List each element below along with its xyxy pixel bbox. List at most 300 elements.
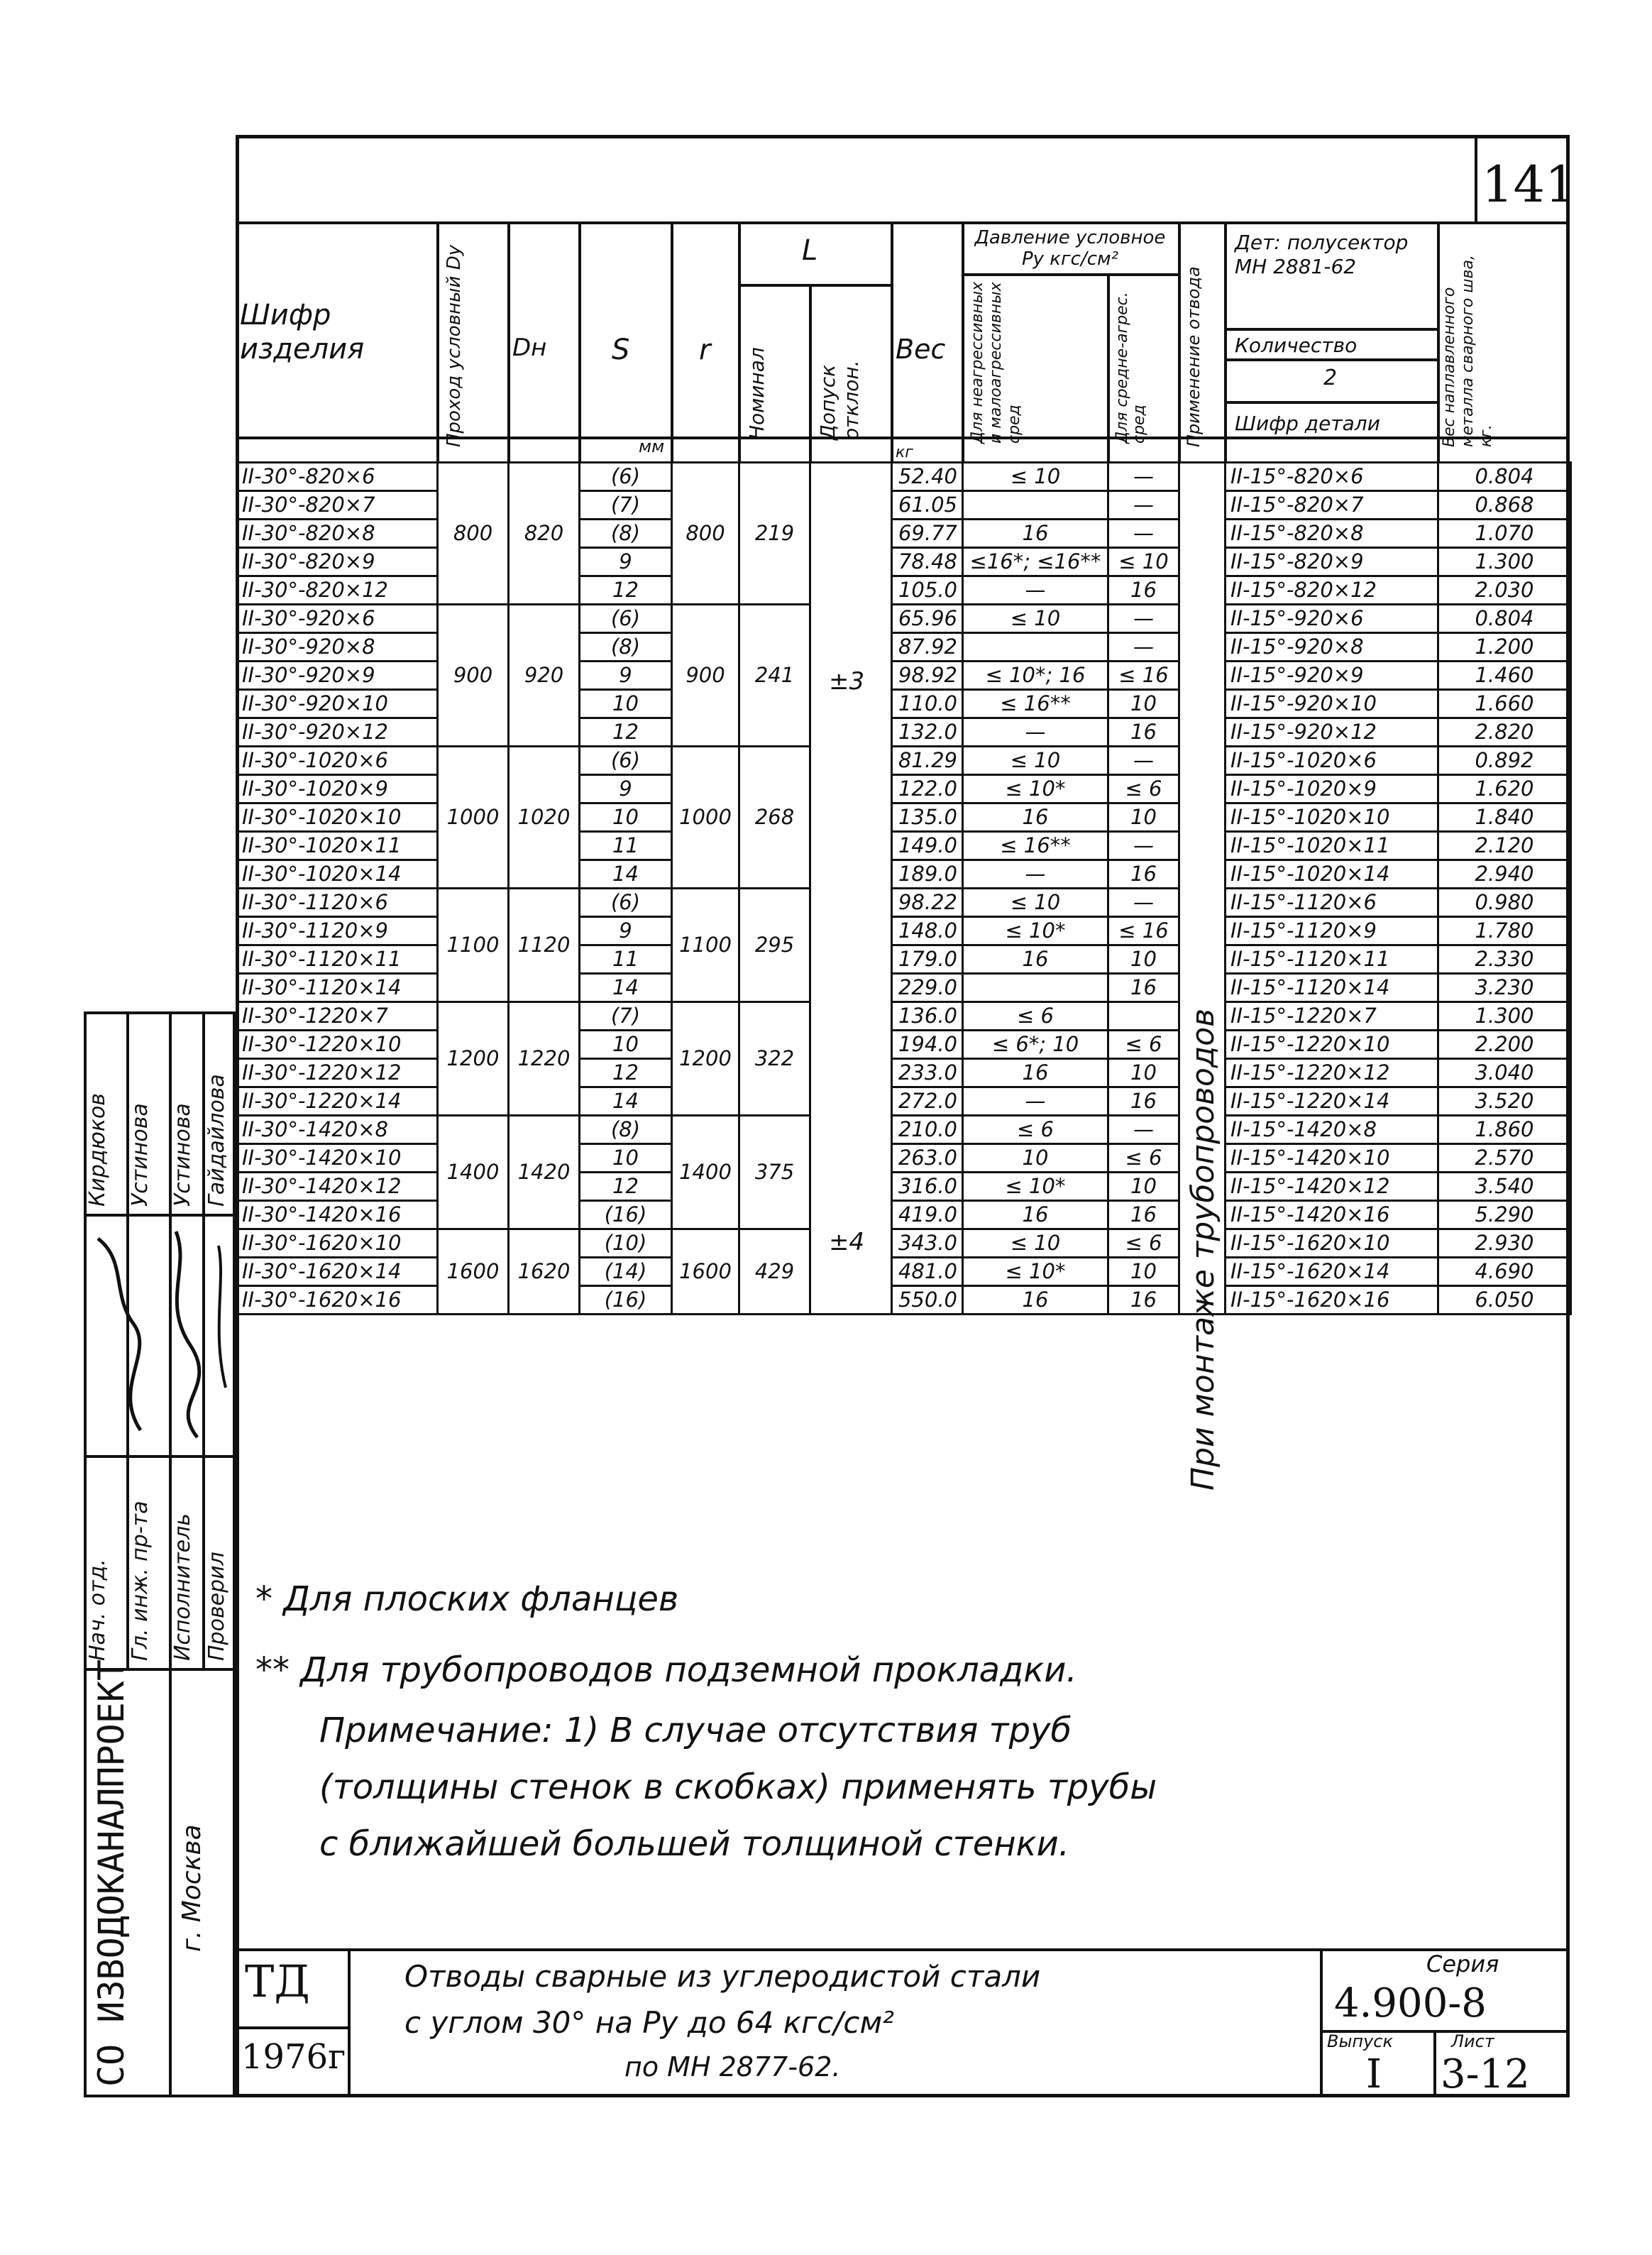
cell-pressure-b: ≤ 6	[1108, 775, 1179, 803]
cell-pressure-a: ≤ 6*; 10	[963, 1031, 1108, 1059]
cell-s: 10	[580, 1031, 672, 1059]
cell-dy: 1400	[438, 1116, 509, 1229]
cell-detail-cipher: II-15°-1120×9	[1226, 917, 1438, 945]
cell-pressure-a: 16	[963, 1286, 1108, 1315]
cell-cipher: II-30°-1120×14	[237, 974, 438, 1002]
cell-s: 14	[580, 860, 672, 889]
stamp-org: СО ИЗВОДОКАНАЛПРОЕКТ	[91, 1659, 132, 2087]
table-row	[237, 1002, 1571, 1031]
series-value: 4.900-8	[1334, 1980, 1487, 2026]
cell-weld-weight: 1.200	[1438, 633, 1571, 662]
cell-dy: 1100	[438, 889, 509, 1002]
cell-detail-cipher: II-15°-1220×14	[1226, 1087, 1438, 1116]
header-nominal: Номинал	[745, 347, 769, 440]
cell-s: (6)	[580, 605, 672, 633]
unit-kg: кг	[896, 444, 913, 461]
hdr-vline	[738, 221, 741, 463]
cell-s: (16)	[580, 1201, 672, 1229]
cell-detail-cipher: II-15°-1120×6	[1226, 889, 1438, 917]
cell-weight: 122.0	[892, 775, 963, 803]
header-tolerance: Допуск отклон.	[816, 360, 863, 440]
cell-pressure-b: 10	[1108, 945, 1179, 974]
cell-dn: 920	[509, 605, 580, 747]
year: 1976г	[241, 2037, 346, 2077]
cell-pressure-b: 16	[1108, 576, 1179, 605]
hdr-vline	[436, 221, 439, 463]
header-application: Применение отвода	[1184, 266, 1204, 447]
table-row	[237, 1258, 1571, 1286]
header-pressure-b: Для средне-агрес. сред	[1113, 292, 1148, 444]
cell-detail-cipher: II-15°-1020×14	[1226, 860, 1438, 889]
cell-pressure-b: 10	[1108, 1173, 1179, 1201]
cell-weight: 98.22	[892, 889, 963, 917]
cell-pressure-a: ≤ 16**	[963, 690, 1108, 718]
cell-cipher: II-30°-1020×10	[237, 803, 438, 832]
cell-weight: 189.0	[892, 860, 963, 889]
cell-cipher: II-30°-820×7	[237, 491, 438, 520]
cell-r: 1400	[672, 1116, 739, 1229]
cell-cipher: II-30°-1120×9	[237, 917, 438, 945]
cell-detail-cipher: II-15°-820×8	[1226, 520, 1438, 548]
table-row	[237, 662, 1571, 690]
tb-vline	[1433, 2030, 1436, 2097]
cell-s: 10	[580, 690, 672, 718]
cell-detail-cipher: II-15°-1220×7	[1226, 1002, 1438, 1031]
cell-weight: 52.40	[892, 463, 963, 491]
cell-detail-cipher: II-15°-1120×11	[1226, 945, 1438, 974]
stamp-hline	[84, 1455, 236, 1458]
sheet-number-divider	[1475, 138, 1477, 224]
hdr-vline	[1107, 273, 1110, 463]
stamp-role-1: Нач. отд.	[85, 1559, 110, 1661]
cell-pressure-b	[1108, 1002, 1179, 1031]
cell-s: (10)	[580, 1229, 672, 1258]
cell-cipher: II-30°-1020×6	[237, 747, 438, 775]
sheet-label: Лист	[1451, 2031, 1494, 2051]
cell-detail-cipher: II-15°-1220×12	[1226, 1059, 1438, 1087]
cell-s: (6)	[580, 463, 672, 491]
cell-pressure-b: 10	[1108, 1258, 1179, 1286]
remark-line2: (толщины стенок в скобках) применять трубы	[319, 1767, 1157, 1807]
cell-weld-weight: 2.030	[1438, 576, 1571, 605]
cell-s: (7)	[580, 491, 672, 520]
cell-weld-weight: 1.660	[1438, 690, 1571, 718]
cell-weight: 136.0	[892, 1002, 963, 1031]
cell-detail-cipher: II-15°-820×6	[1226, 463, 1438, 491]
table-row	[237, 718, 1571, 747]
cell-pressure-a: —	[963, 576, 1108, 605]
cell-detail-cipher: II-15°-920×9	[1226, 662, 1438, 690]
cell-r: 900	[672, 605, 739, 747]
cell-detail-cipher: II-15°-920×10	[1226, 690, 1438, 718]
cell-weld-weight: 0.980	[1438, 889, 1571, 917]
cell-weld-weight: 3.230	[1438, 974, 1571, 1002]
cell-dy: 1000	[438, 747, 509, 889]
cell-detail-cipher: II-15°-1020×10	[1226, 803, 1438, 832]
cell-pressure-a: ≤ 10*	[963, 1258, 1108, 1286]
cell-pressure-a: ≤ 16**	[963, 832, 1108, 860]
cell-pressure-b: —	[1108, 633, 1179, 662]
cell-weld-weight: 3.520	[1438, 1087, 1571, 1116]
cell-pressure-a: ≤ 10	[963, 747, 1108, 775]
hdr-vline	[1224, 221, 1227, 463]
cell-pressure-b: 10	[1108, 1059, 1179, 1087]
cell-s: 12	[580, 576, 672, 605]
cell-pressure-a: ≤16*; ≤16**	[963, 548, 1108, 576]
header-weld-weight: Вес наплавленного металла сварного шва, кг.	[1441, 255, 1495, 447]
cell-weld-weight: 1.460	[1438, 662, 1571, 690]
cell-s: 14	[580, 1087, 672, 1116]
table-row	[237, 917, 1571, 945]
cell-pressure-a	[963, 491, 1108, 520]
cell-pressure-b: 16	[1108, 974, 1179, 1002]
cell-s: 9	[580, 662, 672, 690]
cell-pressure-a: 16	[963, 803, 1108, 832]
title-line2: с углом 30° на Ру до 64 кгс/см²	[404, 2005, 894, 2040]
cell-pressure-b: —	[1108, 747, 1179, 775]
table-row	[237, 605, 1571, 633]
header-L: L	[802, 234, 818, 267]
stamp-role-2: Гл. инж. пр-та	[128, 1500, 153, 1661]
cell-cipher: II-30°-1120×6	[237, 889, 438, 917]
cell-cipher: II-30°-1220×10	[237, 1031, 438, 1059]
cell-detail-cipher: II-15°-1620×14	[1226, 1258, 1438, 1286]
table-row	[237, 690, 1571, 718]
cell-cipher: II-30°-1420×8	[237, 1116, 438, 1144]
cell-pressure-b: 16	[1108, 860, 1179, 889]
cell-weight: 105.0	[892, 576, 963, 605]
cell-detail-cipher: II-15°-1620×16	[1226, 1286, 1438, 1315]
cell-weld-weight: 5.290	[1438, 1201, 1571, 1229]
cell-dn: 1220	[509, 1002, 580, 1116]
cell-pressure-a	[963, 974, 1108, 1002]
stamp-name-1: Кирдюков	[85, 1093, 110, 1207]
cell-pressure-b: 16	[1108, 718, 1179, 747]
cell-pressure-b: —	[1108, 463, 1179, 491]
table-row	[237, 548, 1571, 576]
cell-detail-cipher: II-15°-820×9	[1226, 548, 1438, 576]
cell-detail-cipher: II-15°-1220×10	[1226, 1031, 1438, 1059]
header-top-rule	[236, 221, 1570, 224]
cell-pressure-b: ≤ 6	[1108, 1144, 1179, 1173]
table-row	[237, 1031, 1571, 1059]
cell-dn: 820	[509, 463, 580, 605]
cell-L-nominal: 219	[739, 463, 810, 605]
cell-pressure-b: ≤ 16	[1108, 662, 1179, 690]
cell-L-nominal: 375	[739, 1116, 810, 1229]
cell-detail-cipher: II-15°-820×7	[1226, 491, 1438, 520]
table-row	[237, 1173, 1571, 1201]
cell-s: 9	[580, 917, 672, 945]
cell-weight: 272.0	[892, 1087, 963, 1116]
cell-weight: 81.29	[892, 747, 963, 775]
cell-pressure-a: ≤ 10	[963, 889, 1108, 917]
cell-cipher: II-30°-920×12	[237, 718, 438, 747]
cell-s: (8)	[580, 520, 672, 548]
cell-weight: 263.0	[892, 1144, 963, 1173]
hdr-hline	[236, 437, 1570, 439]
hdr-vline	[1437, 221, 1440, 463]
header-quantity: Количество	[1235, 334, 1358, 357]
table-row	[237, 1087, 1571, 1116]
hdr-vline	[507, 221, 510, 463]
cell-pressure-b: 16	[1108, 1286, 1179, 1315]
cell-pressure-a: 16	[963, 945, 1108, 974]
cell-pressure-a: 16	[963, 1059, 1108, 1087]
cell-cipher: II-30°-1020×11	[237, 832, 438, 860]
cell-pressure-a: ≤ 10*	[963, 917, 1108, 945]
tolerance-1: ±3	[829, 667, 865, 696]
hdr-hline	[738, 284, 891, 287]
cell-weight: 135.0	[892, 803, 963, 832]
cell-weight: 210.0	[892, 1116, 963, 1144]
cell-cipher: II-30°-820×8	[237, 520, 438, 548]
cell-pressure-a: ≤ 10*	[963, 1173, 1108, 1201]
hdr-hline	[1224, 358, 1437, 361]
cell-weight: 78.48	[892, 548, 963, 576]
table-row	[237, 463, 1571, 491]
cell-s: 11	[580, 832, 672, 860]
cell-pressure-b: —	[1108, 889, 1179, 917]
cell-dn: 1420	[509, 1116, 580, 1229]
cell-s: (7)	[580, 1002, 672, 1031]
table-row	[237, 633, 1571, 662]
cell-weight: 316.0	[892, 1173, 963, 1201]
cell-cipher: II-30°-1620×10	[237, 1229, 438, 1258]
cell-pressure-a: ≤ 10	[963, 463, 1108, 491]
titleblock-top-rule	[236, 1948, 1570, 1951]
cell-pressure-b: ≤ 16	[1108, 917, 1179, 945]
cell-pressure-a: 10	[963, 1144, 1108, 1173]
cell-detail-cipher: II-15°-920×6	[1226, 605, 1438, 633]
cell-L-nominal: 241	[739, 605, 810, 747]
cell-pressure-a: 16	[963, 1201, 1108, 1229]
cell-detail-cipher: II-15°-920×12	[1226, 718, 1438, 747]
hdr-hline	[1224, 328, 1437, 331]
stamp-hline	[84, 1214, 236, 1217]
cell-cipher: II-30°-820×9	[237, 548, 438, 576]
cell-cipher: II-30°-1420×12	[237, 1173, 438, 1201]
cell-detail-cipher: II-15°-1420×16	[1226, 1201, 1438, 1229]
cell-L-nominal: 268	[739, 747, 810, 889]
table-row	[237, 491, 1571, 520]
table-row	[237, 1144, 1571, 1173]
stamp-name-3: Устинова	[170, 1103, 195, 1207]
cell-cipher: II-30°-1220×14	[237, 1087, 438, 1116]
header-dy: Проход условный Dy	[444, 244, 465, 447]
stamp-role-3: Исполнитель	[170, 1513, 195, 1661]
cell-weld-weight: 1.780	[1438, 917, 1571, 945]
cell-weight: 61.05	[892, 491, 963, 520]
cell-weld-weight: 2.940	[1438, 860, 1571, 889]
cell-s: (8)	[580, 633, 672, 662]
cell-pressure-a: ≤ 10*	[963, 775, 1108, 803]
cell-weld-weight: 6.050	[1438, 1286, 1571, 1315]
cell-cipher: II-30°-1620×14	[237, 1258, 438, 1286]
cell-r: 1100	[672, 889, 739, 1002]
cell-pressure-b: —	[1108, 520, 1179, 548]
header-weight: Вес	[896, 334, 946, 365]
cell-pressure-b: 16	[1108, 1201, 1179, 1229]
cell-weld-weight: 1.860	[1438, 1116, 1571, 1144]
remark-line1: Примечание: 1) В случае отсутствия труб	[319, 1711, 1072, 1750]
cell-s: 12	[580, 1059, 672, 1087]
cell-r: 1000	[672, 747, 739, 889]
cell-weight: 229.0	[892, 974, 963, 1002]
cell-s: (14)	[580, 1258, 672, 1286]
table-row	[237, 576, 1571, 605]
table-row	[237, 832, 1571, 860]
cell-pressure-b: ≤ 6	[1108, 1031, 1179, 1059]
issue-label: Выпуск	[1327, 2031, 1393, 2051]
cell-pressure-a: ≤ 10	[963, 605, 1108, 633]
cell-cipher: II-30°-1220×7	[237, 1002, 438, 1031]
cell-weld-weight: 3.540	[1438, 1173, 1571, 1201]
table-row	[237, 974, 1571, 1002]
cell-dy: 800	[438, 463, 509, 605]
cell-pressure-b: 16	[1108, 1087, 1179, 1116]
header-detail: Дет: полусектор МН 2881-62	[1235, 231, 1409, 278]
hdr-vline	[891, 221, 893, 463]
cell-weld-weight: 2.120	[1438, 832, 1571, 860]
hdr-hline	[1224, 401, 1437, 404]
tb-vline	[1320, 1948, 1323, 2097]
cell-dn: 1120	[509, 889, 580, 1002]
cell-pressure-a: —	[963, 1087, 1108, 1116]
stamp-role-4: Проверил	[204, 1552, 229, 1661]
cell-pressure-a: ≤ 10*; 16	[963, 662, 1108, 690]
table-row	[237, 860, 1571, 889]
cell-s: 9	[580, 775, 672, 803]
header-quantity-value: 2	[1323, 366, 1338, 390]
table-row	[237, 1229, 1571, 1258]
cell-dy: 900	[438, 605, 509, 747]
sheet-value: 3-12	[1441, 2051, 1530, 2097]
cell-weight: 87.92	[892, 633, 963, 662]
cell-weight: 148.0	[892, 917, 963, 945]
table-row	[237, 520, 1571, 548]
cell-pressure-b: 10	[1108, 803, 1179, 832]
cell-detail-cipher: II-15°-1020×6	[1226, 747, 1438, 775]
cell-pressure-b: 10	[1108, 690, 1179, 718]
cell-weld-weight: 1.300	[1438, 1002, 1571, 1031]
stamp-name-2: Устинова	[128, 1103, 153, 1207]
hdr-hline	[962, 273, 1178, 276]
header-pressure: Давление условное Ру кгс/см²	[974, 227, 1166, 270]
cell-dn: 1020	[509, 747, 580, 889]
cell-weld-weight: 0.804	[1438, 463, 1571, 491]
cell-r: 800	[672, 463, 739, 605]
cell-cipher: II-30°-1420×10	[237, 1144, 438, 1173]
cell-cipher: II-30°-920×9	[237, 662, 438, 690]
cell-detail-cipher: II-15°-1420×12	[1226, 1173, 1438, 1201]
cell-detail-cipher: II-15°-820×12	[1226, 576, 1438, 605]
cell-L-nominal: 429	[739, 1229, 810, 1315]
table-row	[237, 1059, 1571, 1087]
hdr-vline	[962, 221, 964, 463]
title-line3: по МН 2877-62.	[624, 2051, 841, 2083]
cell-weld-weight: 0.892	[1438, 747, 1571, 775]
unit-mm: мм	[639, 437, 665, 456]
table-row	[237, 1286, 1571, 1315]
note-star2: ** Для трубопроводов подземной прокладки.	[255, 1650, 1077, 1690]
table-row	[237, 945, 1571, 974]
cell-tolerance	[810, 463, 892, 1315]
cell-pressure-b: —	[1108, 605, 1179, 633]
td-mark: ТД	[245, 1955, 310, 2007]
table-row	[237, 803, 1571, 832]
cell-weld-weight: 2.570	[1438, 1144, 1571, 1173]
cell-weight: 69.77	[892, 520, 963, 548]
table-row	[237, 1201, 1571, 1229]
cell-dy: 1200	[438, 1002, 509, 1116]
table-row	[237, 1116, 1571, 1144]
table-row	[237, 747, 1571, 775]
header-dn: Dн	[512, 334, 547, 362]
sheet-number: 141	[1482, 155, 1577, 214]
cell-pressure-b: —	[1108, 491, 1179, 520]
cell-cipher: II-30°-1020×14	[237, 860, 438, 889]
cell-weld-weight: 2.820	[1438, 718, 1571, 747]
application-text: При монтаже трубопроводов	[1185, 1008, 1221, 1491]
hdr-vline	[671, 221, 673, 463]
cell-cipher: II-30°-1420×16	[237, 1201, 438, 1229]
cell-s: 14	[580, 974, 672, 1002]
cell-L-nominal: 322	[739, 1002, 810, 1116]
header-detail-cipher: Шифр детали	[1235, 412, 1380, 435]
header-pressure-a: Для неагрессивных и малоагрессивных сред	[969, 281, 1023, 444]
cell-weld-weight: 2.200	[1438, 1031, 1571, 1059]
cell-weight: 343.0	[892, 1229, 963, 1258]
table-row	[237, 889, 1571, 917]
cell-detail-cipher: II-15°-1120×14	[1226, 974, 1438, 1002]
header-cipher: Шифр изделия	[240, 299, 365, 366]
cell-dn: 1620	[509, 1229, 580, 1315]
cell-detail-cipher: II-15°-920×8	[1226, 633, 1438, 662]
cell-pressure-b: ≤ 6	[1108, 1229, 1179, 1258]
cell-weight: 110.0	[892, 690, 963, 718]
cell-cipher: II-30°-1620×16	[237, 1286, 438, 1315]
header-s: S	[612, 334, 630, 366]
cell-weld-weight: 1.620	[1438, 775, 1571, 803]
cell-weld-weight: 1.300	[1438, 548, 1571, 576]
cell-pressure-a: ≤ 6	[963, 1002, 1108, 1031]
note-star1: * Для плоских фланцев	[255, 1579, 679, 1619]
cell-pressure-a: ≤ 10	[963, 1229, 1108, 1258]
cell-cipher: II-30°-1220×12	[237, 1059, 438, 1087]
cell-dy: 1600	[438, 1229, 509, 1315]
cell-weld-weight: 0.868	[1438, 491, 1571, 520]
hdr-vline	[1178, 221, 1181, 463]
cell-weld-weight: 4.690	[1438, 1258, 1571, 1286]
hdr-vline	[578, 221, 581, 463]
cell-pressure-a: —	[963, 718, 1108, 747]
stamp-name-4: Гайдайлова	[204, 1074, 229, 1207]
cell-detail-cipher: II-15°-1420×8	[1226, 1116, 1438, 1144]
cell-pressure-b: —	[1108, 1116, 1179, 1144]
cell-cipher: II-30°-820×12	[237, 576, 438, 605]
cell-weight: 65.96	[892, 605, 963, 633]
cell-s: (6)	[580, 889, 672, 917]
cell-s: 10	[580, 803, 672, 832]
cell-s: 12	[580, 1173, 672, 1201]
series-label: Серия	[1426, 1951, 1499, 1977]
cell-weight: 550.0	[892, 1286, 963, 1315]
cell-s: 10	[580, 1144, 672, 1173]
cell-weight: 419.0	[892, 1201, 963, 1229]
cell-s: (16)	[580, 1286, 672, 1315]
cell-weld-weight: 3.040	[1438, 1059, 1571, 1087]
